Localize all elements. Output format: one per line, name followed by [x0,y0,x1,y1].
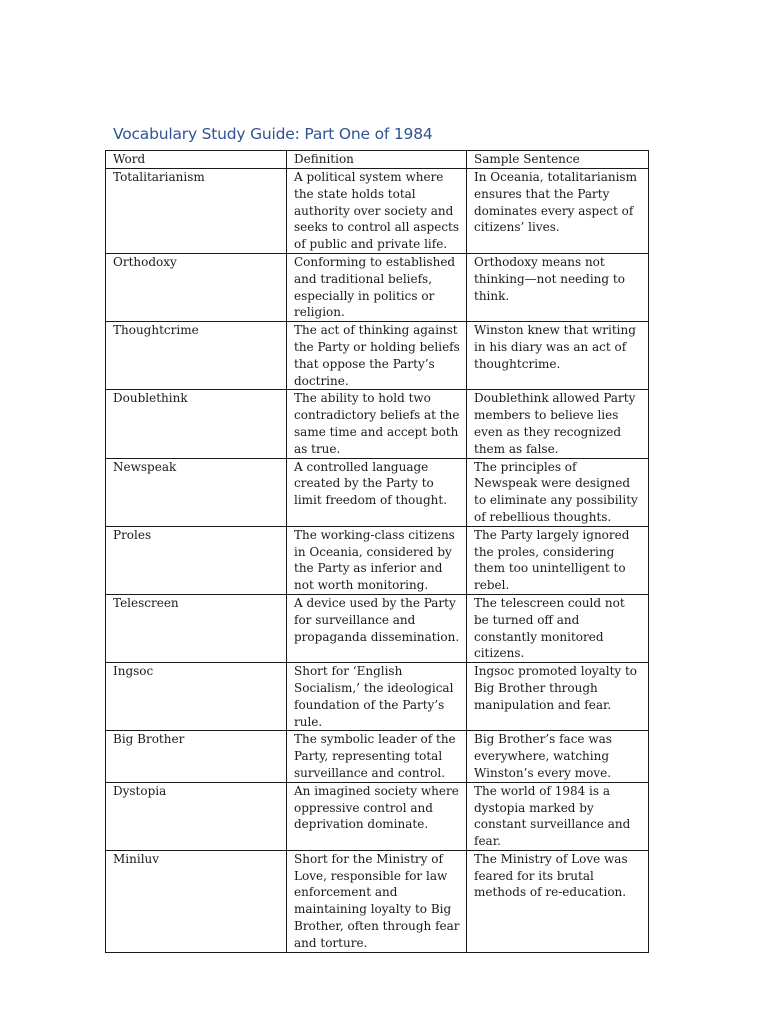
vocabulary-table [105,150,649,953]
header-word: Word [106,151,287,169]
definition-cell: The symbolic leader of the Party, representing total surveillance and control. [287,731,467,782]
definition-cell: Conforming to established and traditional beliefs, especially in politics or religion. [287,254,467,322]
word-cell: Totalitarianism [106,169,287,254]
word-cell: Orthodoxy [106,254,287,322]
sentence-cell: In Oceania, totalitarianism ensures that the Party dominates every aspect of citizens’ lives. [467,169,649,254]
word-cell: Dystopia [106,782,287,850]
sentence-cell: The telescreen could not be turned off and constantly monitored citizens. [467,594,649,662]
word-cell: Miniluv [106,850,287,952]
definition-cell: A controlled language created by the Party to limit freedom of thought. [287,458,467,526]
sentence-cell: Orthodoxy means not thinking—not needing to think. [467,254,649,322]
sentence-cell: The Ministry of Love was feared for its brutal methods of re-education. [467,850,649,952]
word-cell: Thoughtcrime [106,322,287,390]
table-row [106,663,649,731]
header-definition: Definition [287,151,467,169]
table-header-row [106,151,649,169]
definition-cell: Short for the Ministry of Love, responsible for law enforcement and maintaining loyalty to Big Brother, often through fear and torture. [287,850,467,952]
table-row [106,594,649,662]
table-row [106,458,649,526]
sentence-cell: Winston knew that writing in his diary was an act of thoughtcrime. [467,322,649,390]
word-cell: Newspeak [106,458,287,526]
definition-cell: The act of thinking against the Party or holding beliefs that oppose the Party’s doctrine. [287,322,467,390]
word-cell: Ingsoc [106,663,287,731]
definition-cell: A device used by the Party for surveillance and propaganda dissemination. [287,594,467,662]
table-row [106,526,649,594]
header-sample-sentence: Sample Sentence [467,151,649,169]
table-row [106,731,649,782]
table-row [106,850,649,952]
definition-cell: Short for ‘English Socialism,’ the ideological foundation of the Party’s rule. [287,663,467,731]
sentence-cell: The principles of Newspeak were designed to eliminate any possibility of rebellious thoughts. [467,458,649,526]
definition-cell: The working-class citizens in Oceania, considered by the Party as inferior and not worth monitoring. [287,526,467,594]
sentence-cell: Ingsoc promoted loyalty to Big Brother through manipulation and fear. [467,663,649,731]
sentence-cell: Doublethink allowed Party members to believe lies even as they recognized them as false. [467,390,649,458]
table-row [106,322,649,390]
table-row [106,390,649,458]
sentence-cell: The world of 1984 is a dystopia marked by constant surveillance and fear. [467,782,649,850]
definition-cell: The ability to hold two contradictory beliefs at the same time and accept both as true. [287,390,467,458]
word-cell: Telescreen [106,594,287,662]
sentence-cell: Big Brother’s face was everywhere, watching Winston’s every move. [467,731,649,782]
table-row [106,782,649,850]
word-cell: Proles [106,526,287,594]
table-row [106,169,649,254]
word-cell: Doublethink [106,390,287,458]
sentence-cell: The Party largely ignored the proles, considering them too unintelligent to rebel. [467,526,649,594]
document-title: Vocabulary Study Guide: Part One of 1984 [113,125,433,143]
word-cell: Big Brother [106,731,287,782]
table-row [106,254,649,322]
definition-cell: A political system where the state holds total authority over society and seeks to control all aspects of public and private life. [287,169,467,254]
definition-cell: An imagined society where oppressive control and deprivation dominate. [287,782,467,850]
